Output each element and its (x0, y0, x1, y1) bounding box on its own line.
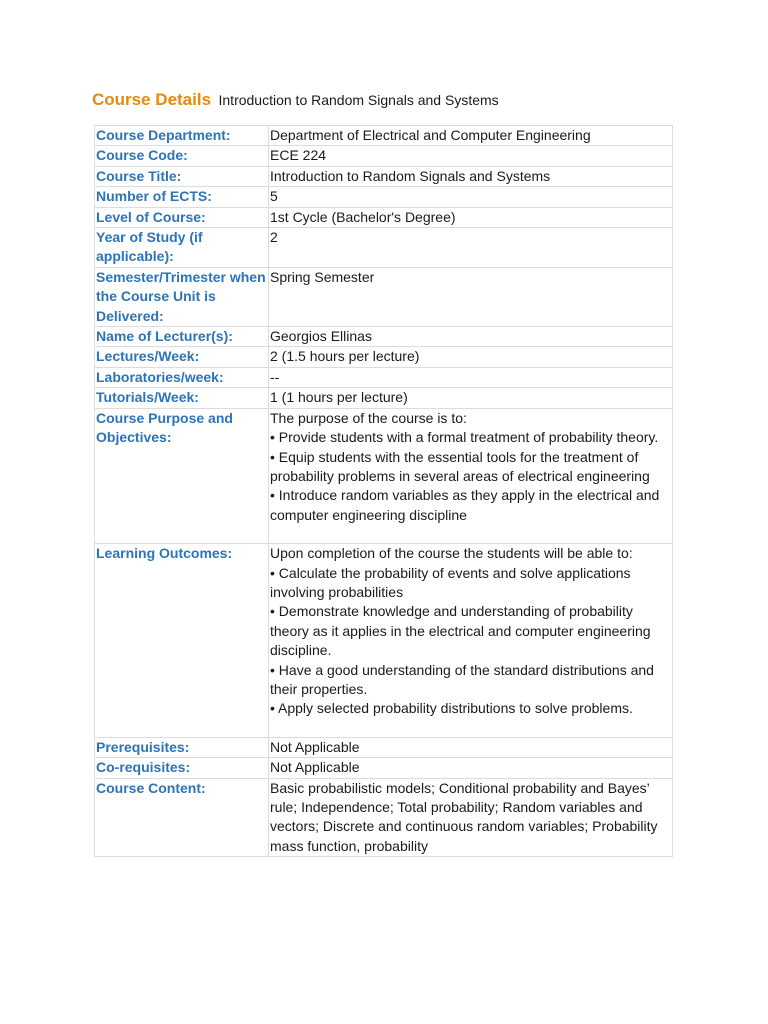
course-details-table (94, 125, 673, 857)
row-label-lecturer: Name of Lecturer(s): (95, 327, 269, 347)
row-value-lectures: 2 (1.5 hours per lecture) (269, 347, 673, 367)
table-row (95, 187, 673, 207)
row-label-outcomes: Learning Outcomes: (95, 544, 269, 738)
table-row (95, 737, 673, 757)
table-row (95, 327, 673, 347)
row-value-content: Basic probabilistic models; Conditional probability and Bayes’ rule; Independence; Total probability; Random variables and vectors; Discrete and continuous random variables; Probability mass function, probability (269, 778, 673, 857)
row-value-department: Department of Electrical and Computer Engineering (269, 126, 673, 146)
row-value-level: 1st Cycle (Bachelor's Degree) (269, 207, 673, 227)
table-row (95, 758, 673, 778)
table-row (95, 778, 673, 857)
row-label-semester: Semester/Trimester when the Course Unit is Delivered: (95, 267, 269, 326)
table-row (95, 367, 673, 387)
row-value-code: ECE 224 (269, 146, 673, 166)
heading-subtitle: Introduction to Random Signals and Systems (218, 92, 499, 108)
table-row (95, 166, 673, 186)
row-label-purpose: Course Purpose and Objectives: (95, 408, 269, 543)
row-label-lectures: Lectures/Week: (95, 347, 269, 367)
table-row (95, 228, 673, 268)
row-label-year: Year of Study (if applicable): (95, 228, 269, 268)
row-label-laboratories: Laboratories/week: (95, 367, 269, 387)
row-value-purpose (269, 408, 673, 543)
row-value-outcomes (269, 544, 673, 738)
table-row (95, 126, 673, 146)
outcomes-bullet: • Have a good understanding of the standard distributions and their properties. (270, 661, 654, 697)
purpose-bullet: • Equip students with the essential tools for the treatment of probability problems in several areas of electrical engineering (270, 448, 650, 484)
row-value-year: 2 (269, 228, 673, 268)
outcomes-bullet: • Demonstrate knowledge and understanding of probability theory as it applies in the electrical and computer engineering discipline. (270, 603, 651, 659)
table-row (95, 544, 673, 738)
row-label-level: Level of Course: (95, 207, 269, 227)
row-value-semester: Spring Semester (269, 267, 673, 326)
purpose-bullet: • Provide students with a formal treatment of probability theory. (270, 429, 659, 446)
purpose-intro: The purpose of the course is to: (270, 409, 467, 426)
row-label-tutorials: Tutorials/Week: (95, 388, 269, 408)
table-row (95, 388, 673, 408)
outcomes-bullet: • Apply selected probability distributions to solve problems. (270, 700, 633, 717)
table-row (95, 267, 673, 326)
row-label-code: Course Code: (95, 146, 269, 166)
row-value-ects: 5 (269, 187, 673, 207)
row-label-department: Course Department: (95, 126, 269, 146)
row-value-prerequisites: Not Applicable (269, 737, 673, 757)
outcomes-intro: Upon completion of the course the students will be able to: (270, 545, 633, 562)
outcomes-bullet: • Calculate the probability of events and solve applications involving probabilities (270, 564, 631, 600)
row-value-tutorials: 1 (1 hours per lecture) (269, 388, 673, 408)
course-details-heading (92, 90, 499, 110)
row-value-lecturer: Georgios Ellinas (269, 327, 673, 347)
row-label-content: Course Content: (95, 778, 269, 857)
table-row (95, 146, 673, 166)
row-value-title: Introduction to Random Signals and Systems (269, 166, 673, 186)
table-row (95, 347, 673, 367)
row-label-prerequisites: Prerequisites: (95, 737, 269, 757)
table-row (95, 207, 673, 227)
row-value-laboratories: -- (269, 367, 673, 387)
row-value-corequisites: Not Applicable (269, 758, 673, 778)
purpose-bullet: • Introduce random variables as they apply in the electrical and computer engineering discipline (270, 487, 660, 523)
row-label-corequisites: Co-requisites: (95, 758, 269, 778)
table-row (95, 408, 673, 543)
heading-title: Course Details (92, 90, 212, 109)
row-label-title: Course Title: (95, 166, 269, 186)
row-label-ects: Number of ECTS: (95, 187, 269, 207)
